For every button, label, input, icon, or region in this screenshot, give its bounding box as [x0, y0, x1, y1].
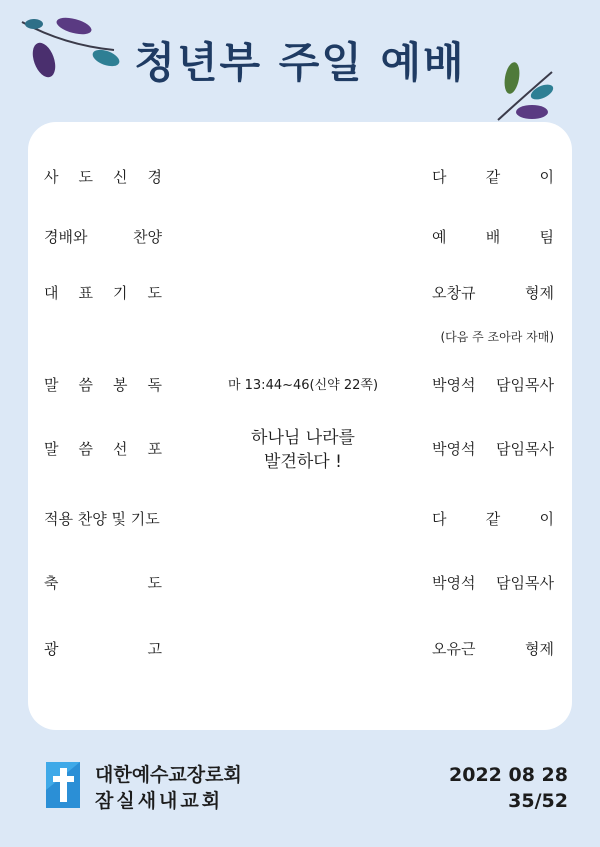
service-order-card	[28, 122, 572, 730]
order-label: 사 도 신 경	[44, 168, 162, 186]
order-leader: 다 같 이	[432, 168, 554, 186]
church-cross-logo-icon	[44, 760, 84, 810]
order-label: 대 표 기 도	[44, 284, 162, 302]
page-number: 35/52	[508, 790, 568, 812]
order-label: 경배와 찬양	[44, 228, 162, 246]
order-leader: 박영석 담임목사	[432, 574, 554, 592]
leaf-branch-top-left	[14, 10, 124, 80]
order-leader: 오유근 형제	[432, 640, 554, 658]
order-label: 광 고	[44, 640, 162, 658]
order-leader: 예 배 팀	[432, 228, 554, 246]
sermon-title: 하나님 나라를 발견하다 !	[251, 428, 355, 472]
order-label: 축 도	[44, 574, 162, 592]
order-label: 적용 찬양 및 기도	[44, 510, 160, 528]
bulletin-date	[449, 762, 568, 814]
church-name: 대한예수교장로회 잠실새내교회	[95, 764, 242, 812]
order-label: 말 씀 선 포	[44, 440, 162, 458]
order-label: 말 씀 봉 독	[44, 376, 162, 394]
leaf-branch-top-right	[492, 58, 562, 124]
service-date: 2022 08 28	[449, 764, 568, 786]
page-title: 청년부 주일 예배	[134, 38, 466, 87]
order-leader: 오창규 형제	[432, 284, 554, 302]
scripture-reference: 마 13:44~46(신약 22쪽)	[227, 378, 379, 393]
order-leader: 박영석 담임목사	[432, 376, 554, 394]
next-week-note: (다음 주 조아라 자매)	[440, 330, 554, 344]
order-leader: 박영석 담임목사	[432, 440, 554, 458]
order-leader: 다 같 이	[432, 510, 554, 528]
